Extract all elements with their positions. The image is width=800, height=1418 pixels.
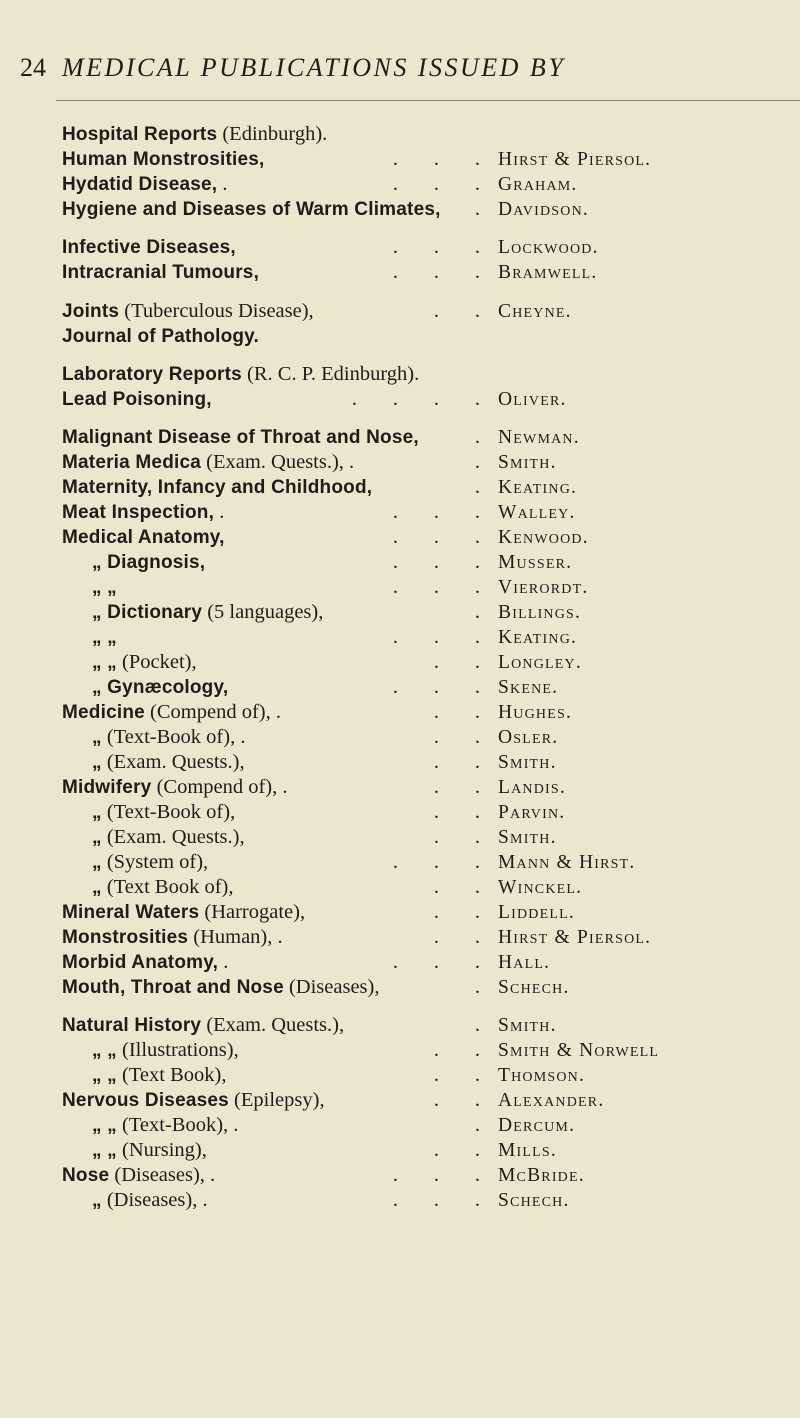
entry-title: „ „ [92,652,117,673]
entry-qualifier: (Illustrations), [116,1039,239,1061]
entry-title: Medical Anatomy, [62,527,225,548]
entry-title: „ [92,827,102,848]
leader-dots: . . [433,751,480,773]
entry-title: „ „ [92,627,117,648]
leader-dots: . [474,601,480,623]
entry-title: „ [92,1190,102,1211]
entry-title: Monstrosities [62,927,189,948]
entry-subject [62,973,379,1002]
entry-qualifier: (Human), . [188,926,283,948]
leader-dots: . . [433,1064,480,1086]
entry-author: Thomson. [498,1065,586,1086]
entry-title: Nervous Diseases [62,1090,229,1111]
entry-title: Hydatid Disease, [62,174,218,195]
entry-title: Hygiene and Diseases of Warm Climates, [62,199,441,220]
entry-author: Keating. [498,627,578,648]
entry-title: Lead Poisoning, [62,389,212,410]
entry-title: Laboratory Reports [62,364,242,385]
entry-title: Maternity, Infancy and Childhood, [62,477,373,498]
entry-author: Smith. [498,452,557,473]
entry-title: Natural History [62,1015,202,1036]
entry-title: Joints [62,301,120,322]
page-header [0,52,800,92]
entry-author: Vierordt. [498,577,589,598]
entry-title: „ Gynæcology, [92,677,229,698]
leader-dots: . [474,476,480,498]
entry-qualifier: . [218,951,229,973]
entry-author: Hall. [498,952,551,973]
leader-dots: . . [433,776,480,798]
entry-title: „ Dictionary [92,602,203,623]
entry-author: Smith. [498,752,557,773]
leader-dots: . . . [392,551,480,573]
entry-author: Liddell. [498,902,575,923]
entry-title: „ „ [92,577,117,598]
entry-title: Intracranial Tumours, [62,262,260,283]
leader-dots: . [474,1114,480,1136]
leader-dots: . . . [392,173,480,195]
entry-author: Winckel. [498,877,583,898]
entry-title: Malignant Disease of Throat and Nose, [62,427,419,448]
entry-title: „ „ [92,1040,117,1061]
entry-qualifier: (Exam. Quests.), [201,1014,345,1036]
entry-title: Infective Diseases, [62,237,236,258]
entry-qualifier: (Text-Book of), [101,801,236,823]
entry-qualifier: (Text-Book of), . [101,726,246,748]
leader-dots: . . . [392,1164,480,1186]
entry-qualifier: (Diseases), . [109,1164,216,1186]
entry-author: Oliver. [498,389,567,410]
header-rule [56,100,800,101]
entry-qualifier: (Text-Book), . [116,1114,239,1136]
entry-author: Dercum. [498,1115,576,1136]
entry-qualifier: (Edinburgh). [217,123,328,145]
entry-title: Mineral Waters [62,902,200,923]
entry-subject [62,322,259,351]
entry-title: Mouth, Throat and Nose [62,977,284,998]
leader-dots: . [474,451,480,473]
entry-author: Alexander. [498,1090,605,1111]
list-item [0,1186,800,1216]
entry-title: Materia Medica [62,452,202,473]
entry-author: Graham. [498,174,578,195]
entry-title: „ Diagnosis, [92,552,206,573]
entry-title: Human Monstrosities, [62,149,265,170]
entry-title: „ [92,877,102,898]
entry-subject [62,195,441,224]
entry-title: „ [92,752,102,773]
entry-author: Musser. [498,552,573,573]
leader-dots: . . . [392,951,480,973]
entry-qualifier: (Exam. Quests.), . [201,451,355,473]
leader-dots: . [474,976,480,998]
entry-author: Hughes. [498,702,573,723]
entry-subject [62,385,212,414]
entry-title: Medicine [62,702,145,723]
leader-dots: . . [433,901,480,923]
leader-dots: . . . [392,501,480,523]
entry-qualifier: . [217,173,228,195]
entry-author: Mills. [498,1140,557,1161]
entry-qualifier: (5 languages), [202,601,324,623]
running-title: MEDICAL PUBLICATIONS ISSUED BY [62,53,566,82]
entry-title: „ [92,727,102,748]
leader-dots: . . [433,1089,480,1111]
page-number: 24 [20,53,46,82]
entry-author: Smith. [498,1015,557,1036]
leader-dots: . . [433,1039,480,1061]
entry-subject [92,1186,208,1215]
entry-title: Meat Inspection, [62,502,215,523]
leader-dots: . . [433,1139,480,1161]
leader-dots: . . . [392,526,480,548]
leader-dots: . . . [392,1189,480,1211]
leader-dots: . . . [392,261,480,283]
entry-author: Kenwood. [498,527,589,548]
entry-qualifier: (R. C. P. Edinburgh). [241,363,420,385]
list-item [0,973,800,1003]
entry-title: Journal of Pathology. [62,326,260,347]
list-item [0,322,800,352]
entry-author: Hirst & Piersol. [498,927,652,948]
entry-author: Landis. [498,777,566,798]
leader-dots: . . [433,651,480,673]
leader-dots: . . [433,801,480,823]
entry-qualifier: (Diseases), . [101,1189,208,1211]
entry-author: Newman. [498,427,580,448]
entry-title: Nose [62,1165,110,1186]
entry-title: „ [92,802,102,823]
entry-title: Midwifery [62,777,152,798]
list-item [0,258,800,288]
entry-author: Longley. [498,652,582,673]
list-item [0,385,800,415]
entry-author: Cheyne. [498,301,572,322]
leader-dots: . . [433,826,480,848]
entry-title: „ [92,852,102,873]
leader-dots: . . [433,701,480,723]
entry-qualifier: (Text Book), [116,1064,227,1086]
leader-dots: . . . [392,851,480,873]
entry-qualifier: (Exam. Quests.), [101,751,245,773]
entry-title: „ „ [92,1140,117,1161]
entry-author: Billings. [498,602,582,623]
entry-author: Davidson. [498,199,589,220]
entry-author: Walley. [498,502,576,523]
entry-title: „ „ [92,1115,117,1136]
entry-qualifier: (Nursing), [116,1139,207,1161]
entry-title: Morbid Anatomy, [62,952,219,973]
entry-author: Osler. [498,727,559,748]
entry-author: Schech. [498,1190,570,1211]
entry-author: Smith & Norwell [498,1040,660,1061]
entry-author: Parvin. [498,802,566,823]
entry-qualifier: (Exam. Quests.), [101,826,245,848]
leader-dots: . . . [392,148,480,170]
entry-author: Bramwell. [498,262,598,283]
entry-qualifier: (Compend of), . [151,776,288,798]
entry-qualifier: (Compend of), . [144,701,281,723]
entry-author: McBride. [498,1165,585,1186]
entry-qualifier: (Pocket), [116,651,197,673]
entry-author: Smith. [498,827,557,848]
leader-dots: . . [433,926,480,948]
leader-dots: . . [433,726,480,748]
leader-dots: . . . [392,236,480,258]
entry-qualifier: (Text Book of), [101,876,234,898]
leader-dots: . . . [392,676,480,698]
leader-dots: . [474,198,480,220]
entry-title: Hospital Reports [62,124,218,145]
entry-author: Lockwood. [498,237,599,258]
leader-dots: . . . [392,626,480,648]
entry-subject [62,258,259,287]
leader-dots: . . [433,876,480,898]
leader-dots: . . . . [351,388,480,410]
entry-author: Mann & Hirst. [498,852,636,873]
entry-author: Keating. [498,477,578,498]
entry-author: Schech. [498,977,570,998]
leader-dots: . [474,426,480,448]
entry-qualifier: (System of), [101,851,209,873]
entry-qualifier: (Tuberculous Disease), [119,300,314,322]
entry-qualifier: . [214,501,225,523]
entry-title: „ „ [92,1065,117,1086]
entry-qualifier: (Harrogate), [199,901,306,923]
leader-dots: . . . [392,576,480,598]
list-item [0,195,800,225]
leader-dots: . [474,1014,480,1036]
entry-author: Hirst & Piersol. [498,149,652,170]
entry-author: Skene. [498,677,559,698]
entry-qualifier: (Epilepsy), [228,1089,325,1111]
entry-qualifier: (Diseases), [283,976,380,998]
leader-dots: . . [433,300,480,322]
